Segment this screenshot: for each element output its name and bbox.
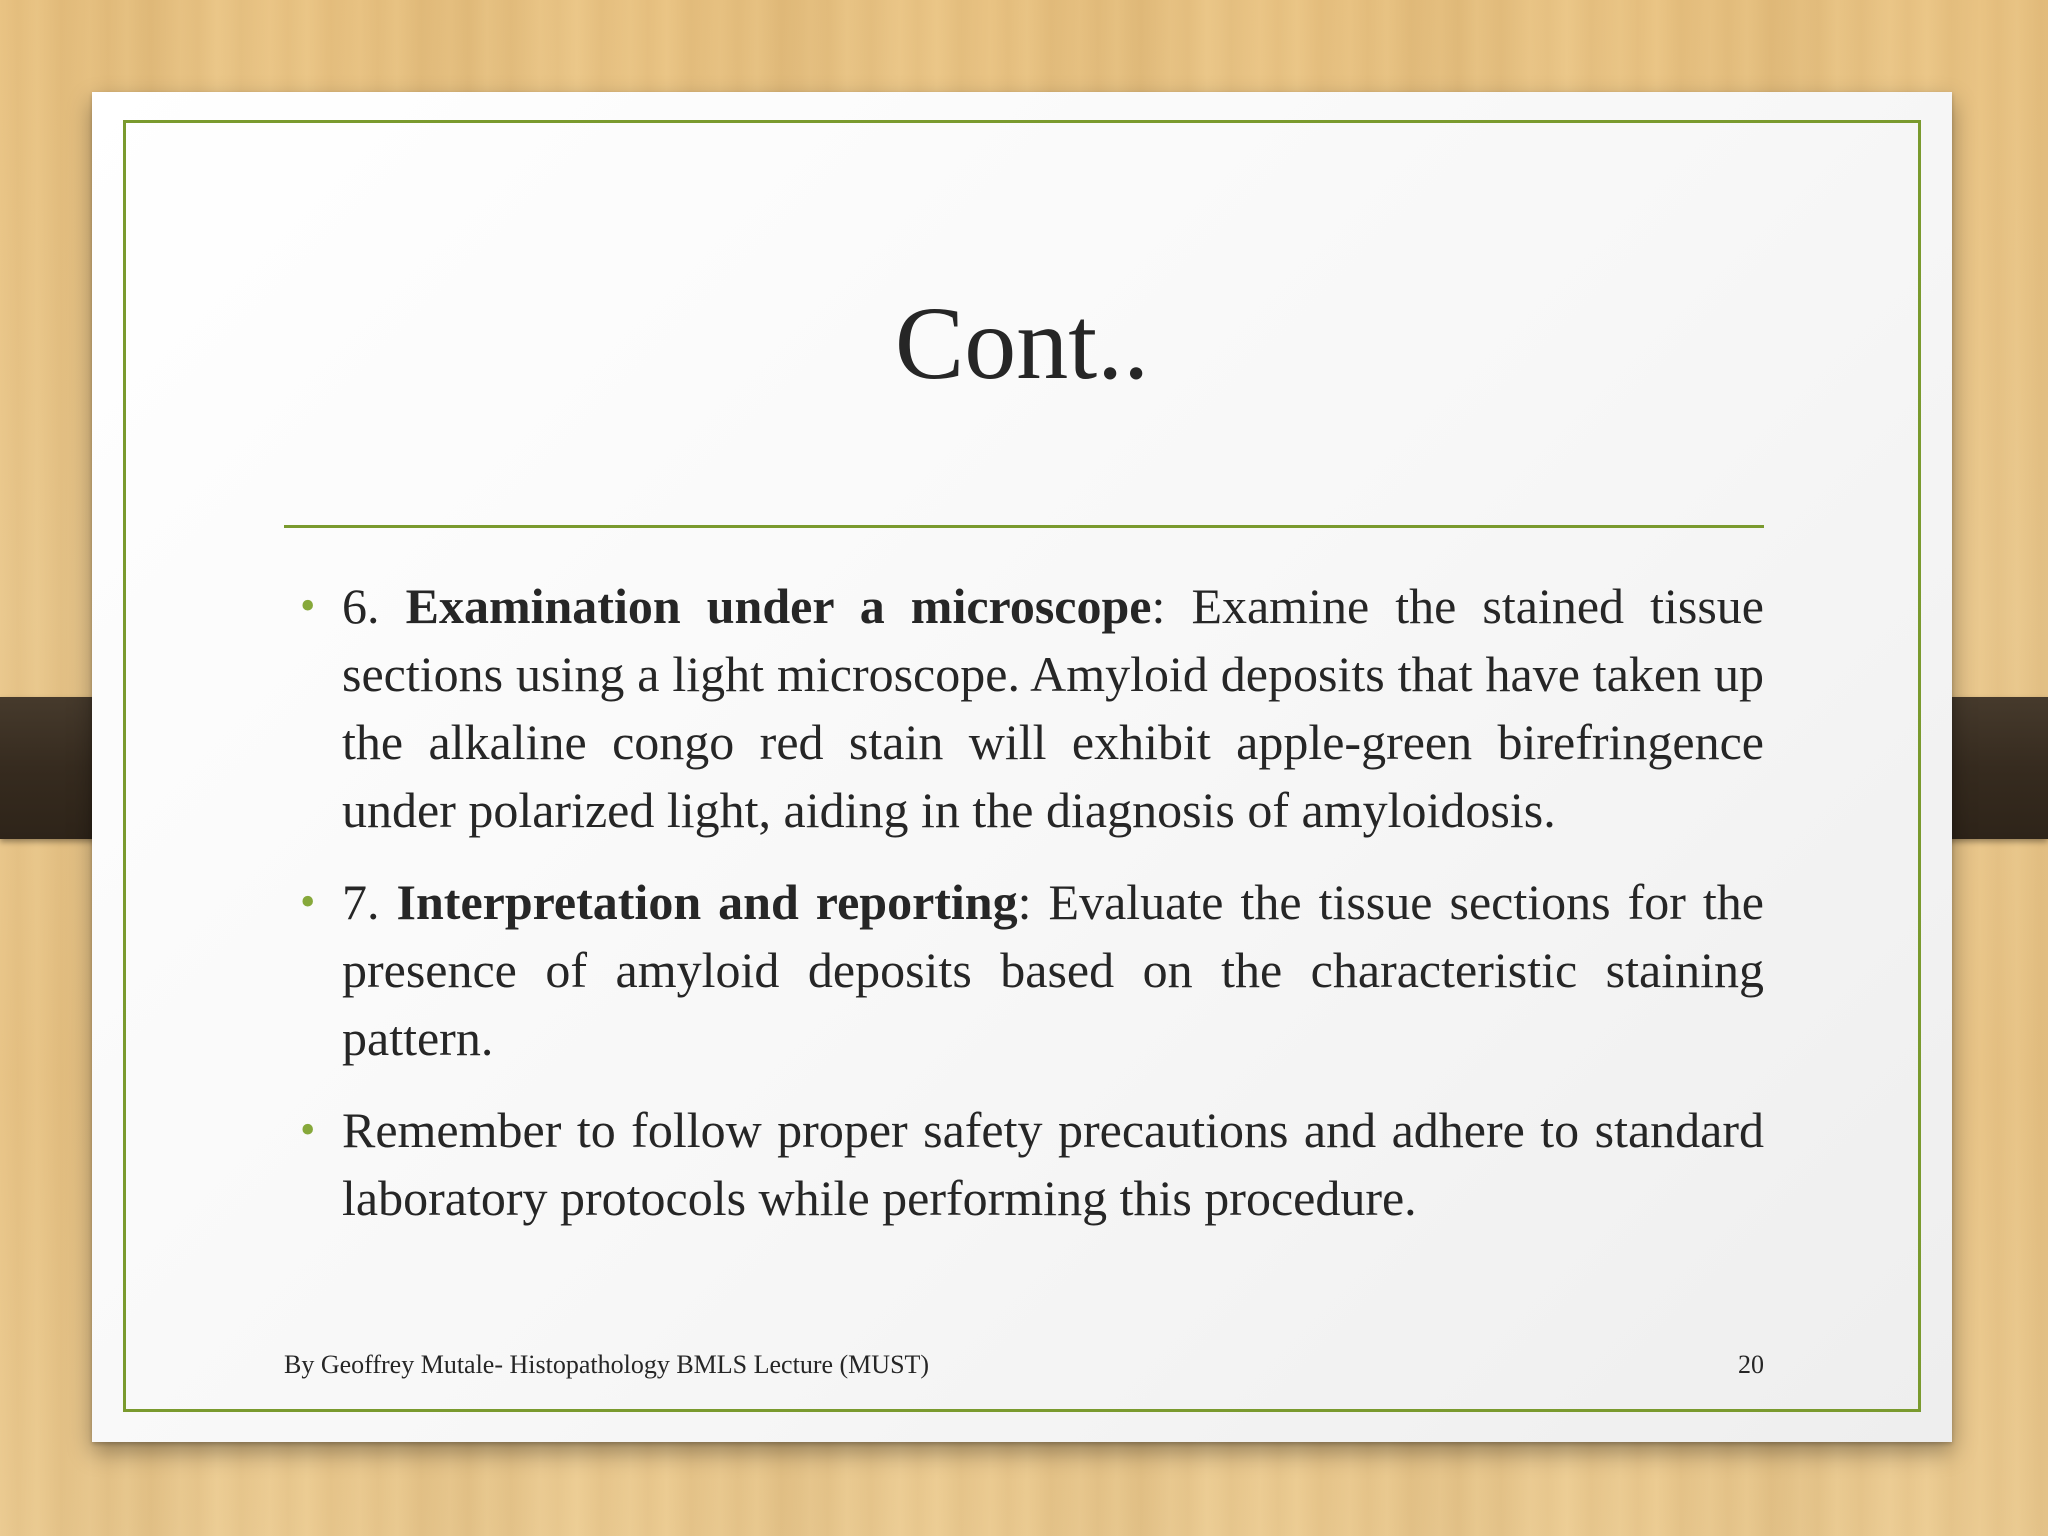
bullet-dot-icon: • — [300, 1105, 316, 1154]
title-divider — [284, 525, 1764, 528]
bullet-dot-icon: • — [300, 581, 316, 630]
bullet-heading: Interpretation and reporting — [396, 874, 1018, 930]
bullet-item-remember — [300, 1096, 1764, 1232]
page-number: 20 — [1738, 1350, 1764, 1379]
bullet-body: Remember to follow proper safety precautions and adhere to standard laboratory protocols while performing this procedure. — [342, 1102, 1764, 1226]
bullet-dot-icon: • — [300, 877, 316, 926]
bullet-heading: Examination under a microscope — [405, 578, 1152, 634]
slide-paper — [92, 92, 1952, 1442]
bullet-number: 6. — [342, 578, 406, 634]
slide-title: Cont.. — [894, 286, 1150, 401]
bullet-body: : Examine the stained tissue sections using a light microscope. Amyloid deposits that have taken up the alkaline congo red stain will exhibit apple-green birefringence under polarized light, aiding in the diagnosis of amyloidosis. — [342, 578, 1764, 838]
bullet-text — [342, 1096, 1764, 1232]
footer-author: By Geoffrey Mutale- Histopathology BMLS Lecture (MUST) — [284, 1350, 930, 1379]
bullet-number: 7. — [342, 874, 397, 930]
bullet-item-7 — [300, 868, 1764, 1072]
bullet-text — [342, 572, 1764, 844]
bullet-text — [342, 868, 1764, 1072]
bullet-item-6 — [300, 572, 1764, 844]
bullet-list — [300, 572, 1764, 1256]
bullet-body: : Evaluate the tissue sections for the presence of amyloid deposits based on the characteristic staining pattern. — [342, 874, 1764, 1066]
